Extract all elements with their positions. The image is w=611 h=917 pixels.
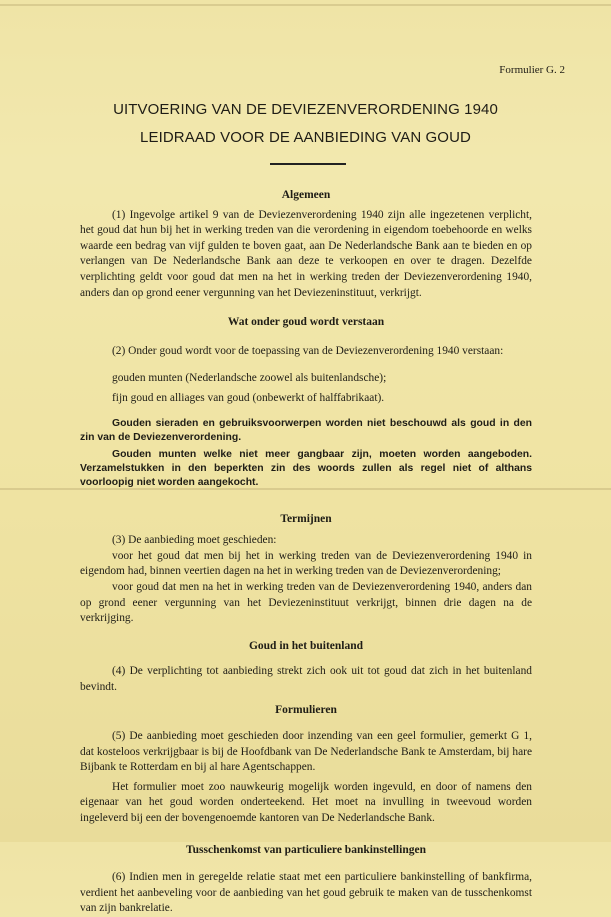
- paragraph-3a: voor het goud dat men bij het in werking treden van de Deviezenverordening 1940 in eigendom had, binnen veertien dagen na het in werking treden van de Deviezenverordening;: [80, 549, 532, 578]
- paragraph-4: (4) De verplichting tot aanbieding strekt zich ook uit tot goud dat zich in het buitenland bevindt.: [80, 665, 532, 693]
- heading-algemeen: Algemeen: [281, 189, 331, 201]
- document-body: [80, 188, 532, 917]
- paper-fold: [0, 4, 611, 6]
- paragraph-3: (3) De aanbieding moet geschieden:: [112, 534, 277, 547]
- paragraph-2: (2) Onder goud wordt voor de toepassing van de Deviezenverordening 1940 verstaan:: [112, 344, 504, 357]
- list-item-fijn-goud: fijn goud en alliages van goud (onbewerkt of halffabrikaat).: [112, 391, 385, 404]
- paragraph-5: (5) De aanbieding moet geschieden door inzending van een geel formulier, gemerkt G 1, dat kosteloos verkrijgbaar is bij de Hoofdbank van De Nederlandsche Bank te Amsterdam, bij hare Bijbank te Rotterdam en bij al hare Agentschappen.: [80, 730, 532, 774]
- bold-note-munten: Gouden munten welke niet meer gangbaar zijn, moeten worden aangeboden. Verzamelstukken in den beperkten zin des woords zullen als regel niet of althans voorloopig niet worden aangekocht.: [80, 448, 532, 488]
- heading-goud-buitenland: Goud in het buitenland: [248, 639, 364, 652]
- heading-termijnen: Termijnen: [280, 512, 332, 525]
- paragraph-5a: Het formulier moet zoo nauwkeurig mogelijk worden ingevuld, en door of namens den eigenaar van het goud worden onderteekend. Het moet na invulling in tweevoud worden ingeleverd bij een der bovengenoemde kantoren van De Nederlandsche Bank.: [80, 780, 532, 825]
- title-line-2: LEIDRAAD VOOR DE AANBIEDING VAN GOUD: [140, 129, 471, 146]
- paragraph-6: (6) Indien men in geregelde relatie staat met een particuliere bankinstelling of bankfirma, verdient het aanbeveling voor de aanbieding van het goud gebruik te maken van de tusschenkomst van zijn bankrelatie.: [80, 871, 532, 915]
- paragraph-3b: voor goud dat men na het in werking treden van de Deviezenverordening 1940, anders dan op grond eener vergunning van het Deviezeninstituut verkrijgt, binnen drie dagen na de verkrijging.: [80, 580, 532, 625]
- paragraph-1: (1) Ingevolge artikel 9 van de Deviezenverordening 1940 zijn alle ingezetenen verplicht, het goud dat hun bij het in werking treden van die verordening in eigendom toebehoorde en welks waarde een bedrag van vijf gulden te boven gaat, aan De Nederlandsche Bank aan te bieden en op verlangen van De Nederlandsche Bank aan deze te verkoopen en over te dragen. Dezelfde verplichting geldt voor goud dat men na het in werking treden der Deviezenverordening 1940, anders dan op grond eener vergunning van het Deviezeninstituut, verkrijgt.: [80, 208, 532, 299]
- title-rule: [270, 163, 346, 165]
- title-line-1: UITVOERING VAN DE DEVIEZENVERORDENING 1940: [113, 101, 498, 118]
- heading-tusschenkomst: Tusschenkomst van particuliere bankinstellingen: [186, 843, 426, 856]
- form-id: Formulier G. 2: [499, 64, 565, 76]
- heading-wat-onder-goud: Wat onder goud wordt verstaan: [227, 316, 385, 329]
- bold-note-sieraden: Gouden sieraden en gebruiksvoorwerpen worden niet beschouwd als goud in den zin van de Deviezenverordening.: [80, 417, 532, 443]
- list-item-munten: gouden munten (Nederlandsche zoowel als buitenlandsche);: [112, 372, 387, 385]
- heading-formulieren: Formulieren: [275, 704, 337, 717]
